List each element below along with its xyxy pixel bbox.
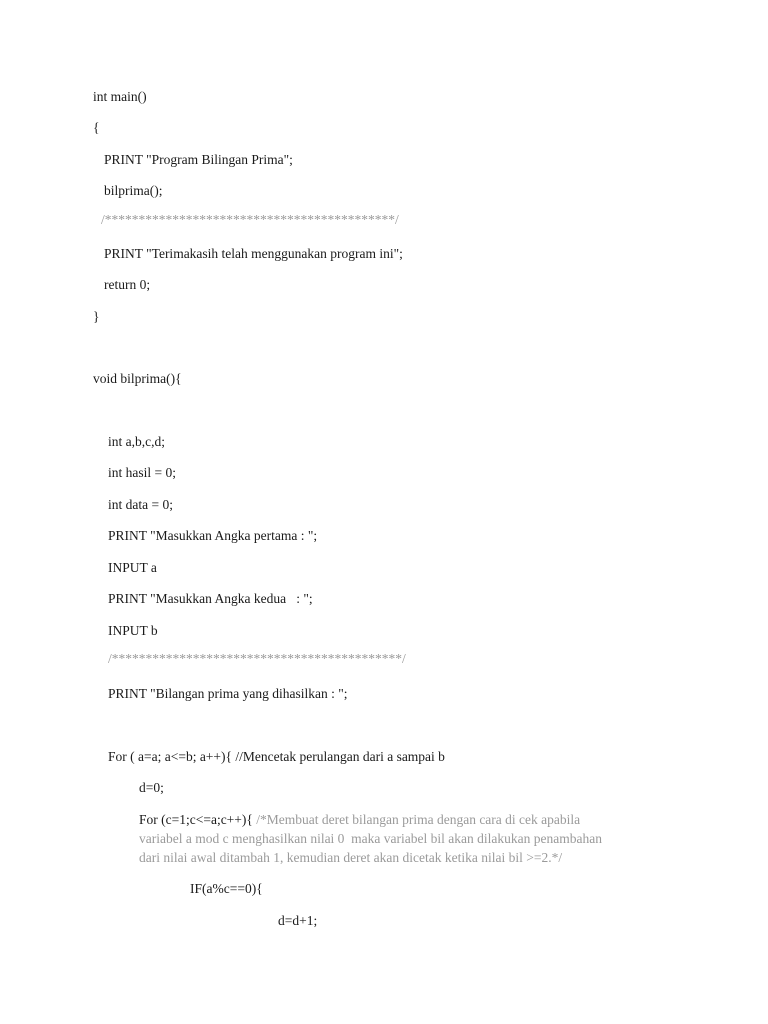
- code-text: return 0;: [104, 277, 151, 292]
- comment-line: [139, 831, 602, 847]
- code-line: [93, 89, 147, 105]
- code-text: int a,b,c,d;: [108, 434, 165, 449]
- comment-text: dari nilai awal ditambah 1, kemudian deret akan dicetak ketika nilai bil >=2.*/: [139, 850, 563, 865]
- code-line: [93, 371, 182, 387]
- code-line: [104, 183, 162, 199]
- comment-text: /*******************************************/: [101, 212, 399, 227]
- code-line: [108, 749, 445, 765]
- code-text: For (c=1;c<=a;c++){: [139, 812, 257, 827]
- code-text: PRINT "Bilangan prima yang dihasilkan : ";: [108, 686, 348, 701]
- code-text: bilprima();: [104, 183, 163, 198]
- code-text: INPUT b: [108, 623, 158, 638]
- code-text: {: [93, 120, 100, 135]
- code-line: [108, 560, 157, 576]
- code-line: [108, 686, 348, 702]
- code-line: [104, 246, 403, 262]
- code-line: [108, 497, 173, 513]
- code-text: int hasil = 0;: [108, 465, 176, 480]
- comment-line: [108, 651, 406, 667]
- code-text: }: [93, 309, 100, 324]
- code-line: [139, 812, 580, 828]
- code-line: [93, 309, 99, 325]
- comment-text: /*******************************************/: [108, 651, 406, 666]
- code-text: PRINT "Masukkan Angka pertama : ";: [108, 528, 318, 543]
- comment-text: variabel a mod c menghasilkan nilai 0 maka variabel bil akan dilakukan penambahan: [139, 831, 602, 846]
- code-line: [108, 465, 176, 481]
- comment-line: [101, 212, 399, 228]
- code-text: PRINT "Terimakasih telah menggunakan program ini";: [104, 246, 403, 261]
- code-line: [190, 881, 263, 897]
- code-text: void bilprima(){: [93, 371, 182, 386]
- code-line: [108, 528, 317, 544]
- code-line: [108, 623, 158, 639]
- code-text: d=0;: [139, 780, 164, 795]
- code-line: [104, 152, 293, 168]
- comment-text: /*Membuat deret bilangan prima dengan cara di cek apabila: [256, 812, 581, 827]
- code-text: PRINT "Program Bilingan Prima";: [104, 152, 293, 167]
- code-text: int data = 0;: [108, 497, 173, 512]
- code-text: INPUT a: [108, 560, 157, 575]
- code-text: int main(): [93, 89, 147, 104]
- comment-line: [139, 850, 562, 866]
- code-line: [139, 780, 164, 796]
- code-line: [108, 434, 165, 450]
- code-text: PRINT "Masukkan Angka kedua : ";: [108, 591, 313, 606]
- code-line: [108, 591, 313, 607]
- code-text: IF(a%c==0){: [190, 881, 263, 896]
- code-line: [104, 277, 150, 293]
- code-text: d=d+1;: [278, 913, 318, 928]
- code-line: [278, 913, 317, 929]
- code-line: [93, 120, 99, 136]
- code-text: For ( a=a; a<=b; a++){ //Mencetak perulangan dari a sampai b: [108, 749, 445, 764]
